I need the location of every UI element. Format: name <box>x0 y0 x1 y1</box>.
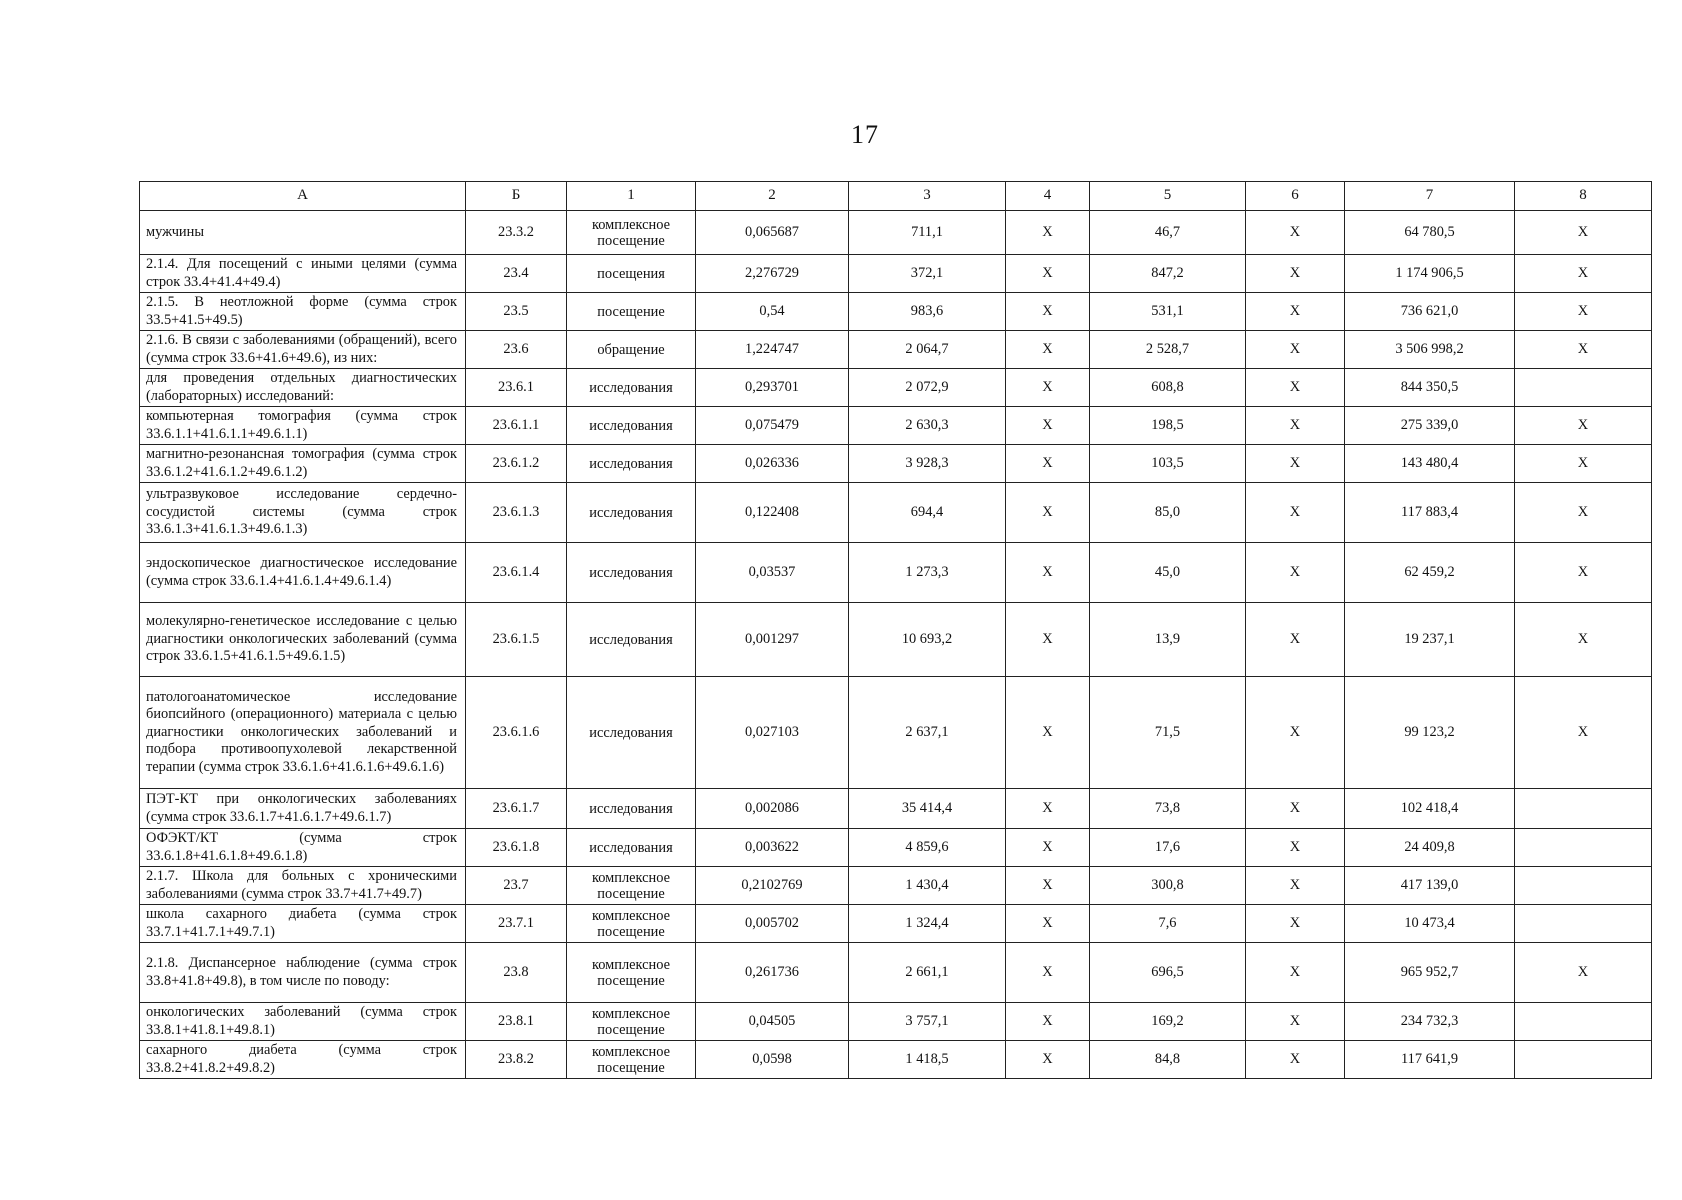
row-description: магнитно-резонансная томография (сумма строк 33.6.1.2+41.6.1.2+49.6.1.2) <box>140 445 466 483</box>
norm-volume: 0,2102769 <box>696 867 849 905</box>
column-8-value: Х <box>1515 407 1652 445</box>
column-header-8: 8 <box>1515 182 1652 211</box>
unit-of-measure: обращение <box>567 331 696 369</box>
row-code: 23.6.1.3 <box>466 483 567 543</box>
cost-per-unit: 1 324,4 <box>849 905 1006 943</box>
column-header-7: 7 <box>1345 182 1515 211</box>
column-8-value: Х <box>1515 943 1652 1003</box>
row-code: 23.6.1.1 <box>466 407 567 445</box>
column-4-value: Х <box>1006 603 1090 677</box>
total-cost: 965 952,7 <box>1345 943 1515 1003</box>
row-code: 23.8 <box>466 943 567 1003</box>
column-4-value: Х <box>1006 483 1090 543</box>
column-4-value: Х <box>1006 789 1090 829</box>
norm-volume: 0,003622 <box>696 829 849 867</box>
row-code: 23.6.1 <box>466 369 567 407</box>
column-header-6: 6 <box>1246 182 1345 211</box>
column-8-value <box>1515 1003 1652 1041</box>
unit-of-measure: исследования <box>567 543 696 603</box>
total-cost: 10 473,4 <box>1345 905 1515 943</box>
row-description: 2.1.5. В неотложной форме (сумма строк 33.5+41.5+49.5) <box>140 293 466 331</box>
row-description: ПЭТ-КТ при онкологических заболеваниях (сумма строк 33.6.1.7+41.6.1.7+49.6.1.7) <box>140 789 466 829</box>
unit-of-measure: исследования <box>567 407 696 445</box>
total-cost: 99 123,2 <box>1345 677 1515 789</box>
column-6-value: Х <box>1246 331 1345 369</box>
column-6-value: Х <box>1246 293 1345 331</box>
table-row <box>140 255 1652 293</box>
cost-per-unit: 1 273,3 <box>849 543 1006 603</box>
table-row <box>140 445 1652 483</box>
norm-volume: 0,03537 <box>696 543 849 603</box>
row-description: молекулярно-генетическое исследование с целью диагностики онкологических заболеваний (сумма строк 33.6.1.5+41.6.1.5+49.6.1.5) <box>140 603 466 677</box>
total-cost: 417 139,0 <box>1345 867 1515 905</box>
column-6-value: Х <box>1246 1041 1345 1079</box>
per-capita-norm: 608,8 <box>1090 369 1246 407</box>
total-cost: 143 480,4 <box>1345 445 1515 483</box>
row-description: патологоанатомическое исследование биопсийного (операционного) материала с целью диагностики онкологических заболеваний и подбора противоопухолевой лекарственной терапии (сумма строк 33.6.1.6+41.6.1.6+49.6.1.6) <box>140 677 466 789</box>
cost-per-unit: 2 072,9 <box>849 369 1006 407</box>
column-4-value: Х <box>1006 255 1090 293</box>
column-8-value <box>1515 789 1652 829</box>
unit-of-measure: исследования <box>567 677 696 789</box>
column-6-value: Х <box>1246 1003 1345 1041</box>
column-8-value <box>1515 369 1652 407</box>
row-code: 23.7.1 <box>466 905 567 943</box>
table-row <box>140 677 1652 789</box>
row-code: 23.6.1.4 <box>466 543 567 603</box>
table-row <box>140 293 1652 331</box>
row-code: 23.8.1 <box>466 1003 567 1041</box>
table-row <box>140 483 1652 543</box>
norm-volume: 0,005702 <box>696 905 849 943</box>
table-row <box>140 943 1652 1003</box>
table-body <box>140 211 1652 1079</box>
cost-per-unit: 372,1 <box>849 255 1006 293</box>
cost-per-unit: 35 414,4 <box>849 789 1006 829</box>
cost-per-unit: 4 859,6 <box>849 829 1006 867</box>
per-capita-norm: 17,6 <box>1090 829 1246 867</box>
cost-per-unit: 3 928,3 <box>849 445 1006 483</box>
row-code: 23.6.1.7 <box>466 789 567 829</box>
column-header-1: 1 <box>567 182 696 211</box>
column-4-value: Х <box>1006 445 1090 483</box>
total-cost: 24 409,8 <box>1345 829 1515 867</box>
column-8-value: Х <box>1515 211 1652 255</box>
per-capita-norm: 2 528,7 <box>1090 331 1246 369</box>
column-6-value: Х <box>1246 543 1345 603</box>
column-8-value <box>1515 905 1652 943</box>
per-capita-norm: 103,5 <box>1090 445 1246 483</box>
per-capita-norm: 531,1 <box>1090 293 1246 331</box>
column-6-value: Х <box>1246 905 1345 943</box>
row-code: 23.5 <box>466 293 567 331</box>
row-code: 23.3.2 <box>466 211 567 255</box>
cost-per-unit: 711,1 <box>849 211 1006 255</box>
table-row <box>140 1003 1652 1041</box>
row-description: сахарного диабета (сумма строк 33.8.2+41.8.2+49.8.2) <box>140 1041 466 1079</box>
row-code: 23.4 <box>466 255 567 293</box>
unit-of-measure: комплексное посещение <box>567 943 696 1003</box>
column-4-value: Х <box>1006 1003 1090 1041</box>
unit-of-measure: исследования <box>567 789 696 829</box>
norm-volume: 0,001297 <box>696 603 849 677</box>
per-capita-norm: 85,0 <box>1090 483 1246 543</box>
table-row <box>140 905 1652 943</box>
per-capita-norm: 169,2 <box>1090 1003 1246 1041</box>
cost-per-unit: 3 757,1 <box>849 1003 1006 1041</box>
cost-per-unit: 694,4 <box>849 483 1006 543</box>
cost-per-unit: 2 630,3 <box>849 407 1006 445</box>
per-capita-norm: 7,6 <box>1090 905 1246 943</box>
table-row <box>140 407 1652 445</box>
total-cost: 1 174 906,5 <box>1345 255 1515 293</box>
column-8-value: Х <box>1515 677 1652 789</box>
column-4-value: Х <box>1006 407 1090 445</box>
row-description: онкологических заболеваний (сумма строк 33.8.1+41.8.1+49.8.1) <box>140 1003 466 1041</box>
table-row <box>140 543 1652 603</box>
per-capita-norm: 84,8 <box>1090 1041 1246 1079</box>
norm-volume: 0,54 <box>696 293 849 331</box>
unit-of-measure: комплексное посещение <box>567 867 696 905</box>
unit-of-measure: комплексное посещение <box>567 1003 696 1041</box>
unit-of-measure: исследования <box>567 829 696 867</box>
column-8-value: Х <box>1515 255 1652 293</box>
column-6-value: Х <box>1246 789 1345 829</box>
row-code: 23.7 <box>466 867 567 905</box>
column-4-value: Х <box>1006 331 1090 369</box>
table-row <box>140 1041 1652 1079</box>
norm-volume: 0,026336 <box>696 445 849 483</box>
row-description: школа сахарного диабета (сумма строк 33.7.1+41.7.1+49.7.1) <box>140 905 466 943</box>
total-cost: 117 883,4 <box>1345 483 1515 543</box>
norm-volume: 0,04505 <box>696 1003 849 1041</box>
column-4-value: Х <box>1006 943 1090 1003</box>
column-8-value: Х <box>1515 603 1652 677</box>
row-code: 23.6.1.5 <box>466 603 567 677</box>
unit-of-measure: комплексное посещение <box>567 1041 696 1079</box>
per-capita-norm: 847,2 <box>1090 255 1246 293</box>
column-header-4: 4 <box>1006 182 1090 211</box>
table-row <box>140 369 1652 407</box>
row-description: эндоскопическое диагностическое исследование (сумма строк 33.6.1.4+41.6.1.4+49.6.1.4) <box>140 543 466 603</box>
norm-volume: 0,261736 <box>696 943 849 1003</box>
cost-per-unit: 983,6 <box>849 293 1006 331</box>
norm-volume: 0,122408 <box>696 483 849 543</box>
cost-per-unit: 2 661,1 <box>849 943 1006 1003</box>
per-capita-norm: 13,9 <box>1090 603 1246 677</box>
row-description: 2.1.6. В связи с заболеваниями (обращений), всего (сумма строк 33.6+41.6+49.6), из них: <box>140 331 466 369</box>
table-row <box>140 829 1652 867</box>
column-header-b: Б <box>466 182 567 211</box>
norm-volume: 0,027103 <box>696 677 849 789</box>
per-capita-norm: 300,8 <box>1090 867 1246 905</box>
column-4-value: Х <box>1006 543 1090 603</box>
per-capita-norm: 46,7 <box>1090 211 1246 255</box>
column-4-value: Х <box>1006 369 1090 407</box>
row-description: 2.1.4. Для посещений с иными целями (сумма строк 33.4+41.4+49.4) <box>140 255 466 293</box>
column-header-a: А <box>140 182 466 211</box>
row-code: 23.6 <box>466 331 567 369</box>
column-6-value: Х <box>1246 677 1345 789</box>
table-header-row <box>140 182 1652 211</box>
norm-volume: 1,224747 <box>696 331 849 369</box>
row-description: ультразвуковое исследование сердечно-сосудистой системы (сумма строк 33.6.1.3+41.6.1.3+49.6.1.3) <box>140 483 466 543</box>
column-8-value: Х <box>1515 445 1652 483</box>
column-4-value: Х <box>1006 829 1090 867</box>
unit-of-measure: посещения <box>567 255 696 293</box>
unit-of-measure: посещение <box>567 293 696 331</box>
column-header-2: 2 <box>696 182 849 211</box>
column-4-value: Х <box>1006 677 1090 789</box>
table-row <box>140 603 1652 677</box>
column-header-5: 5 <box>1090 182 1246 211</box>
column-8-value <box>1515 1041 1652 1079</box>
column-8-value <box>1515 829 1652 867</box>
total-cost: 736 621,0 <box>1345 293 1515 331</box>
norm-volume: 0,075479 <box>696 407 849 445</box>
row-code: 23.6.1.2 <box>466 445 567 483</box>
unit-of-measure: исследования <box>567 483 696 543</box>
column-6-value: Х <box>1246 255 1345 293</box>
cost-per-unit: 2 064,7 <box>849 331 1006 369</box>
norm-volume: 0,002086 <box>696 789 849 829</box>
column-4-value: Х <box>1006 867 1090 905</box>
row-description: 2.1.8. Диспансерное наблюдение (сумма строк 33.8+41.8+49.8), в том числе по поводу: <box>140 943 466 1003</box>
cost-per-unit: 1 430,4 <box>849 867 1006 905</box>
unit-of-measure: исследования <box>567 445 696 483</box>
column-4-value: Х <box>1006 211 1090 255</box>
table-row <box>140 211 1652 255</box>
total-cost: 844 350,5 <box>1345 369 1515 407</box>
total-cost: 64 780,5 <box>1345 211 1515 255</box>
table-row <box>140 867 1652 905</box>
row-code: 23.6.1.8 <box>466 829 567 867</box>
total-cost: 102 418,4 <box>1345 789 1515 829</box>
column-6-value: Х <box>1246 369 1345 407</box>
page-number: 17 <box>851 120 879 149</box>
row-description: 2.1.7. Школа для больных с хроническими заболеваниями (сумма строк 33.7+41.7+49.7) <box>140 867 466 905</box>
table-row <box>140 331 1652 369</box>
per-capita-norm: 198,5 <box>1090 407 1246 445</box>
column-8-value: Х <box>1515 293 1652 331</box>
total-cost: 234 732,3 <box>1345 1003 1515 1041</box>
cost-per-unit: 2 637,1 <box>849 677 1006 789</box>
column-8-value: Х <box>1515 483 1652 543</box>
unit-of-measure: комплексное посещение <box>567 905 696 943</box>
total-cost: 275 339,0 <box>1345 407 1515 445</box>
column-8-value: Х <box>1515 543 1652 603</box>
per-capita-norm: 45,0 <box>1090 543 1246 603</box>
column-4-value: Х <box>1006 905 1090 943</box>
column-6-value: Х <box>1246 943 1345 1003</box>
row-code: 23.8.2 <box>466 1041 567 1079</box>
total-cost: 19 237,1 <box>1345 603 1515 677</box>
total-cost: 117 641,9 <box>1345 1041 1515 1079</box>
column-8-value <box>1515 867 1652 905</box>
total-cost: 3 506 998,2 <box>1345 331 1515 369</box>
column-6-value: Х <box>1246 407 1345 445</box>
row-description: ОФЭКТ/КТ (сумма строк 33.6.1.8+41.6.1.8+49.6.1.8) <box>140 829 466 867</box>
unit-of-measure: исследования <box>567 603 696 677</box>
norm-volume: 0,293701 <box>696 369 849 407</box>
column-4-value: Х <box>1006 1041 1090 1079</box>
row-code: 23.6.1.6 <box>466 677 567 789</box>
cost-per-unit: 1 418,5 <box>849 1041 1006 1079</box>
cost-per-unit: 10 693,2 <box>849 603 1006 677</box>
table-row <box>140 789 1652 829</box>
unit-of-measure: комплексное посещение <box>567 211 696 255</box>
per-capita-norm: 73,8 <box>1090 789 1246 829</box>
norm-volume: 2,276729 <box>696 255 849 293</box>
data-table <box>139 181 1652 1079</box>
column-6-value: Х <box>1246 867 1345 905</box>
norm-volume: 0,0598 <box>696 1041 849 1079</box>
per-capita-norm: 696,5 <box>1090 943 1246 1003</box>
column-4-value: Х <box>1006 293 1090 331</box>
column-6-value: Х <box>1246 483 1345 543</box>
column-8-value: Х <box>1515 331 1652 369</box>
column-6-value: Х <box>1246 445 1345 483</box>
total-cost: 62 459,2 <box>1345 543 1515 603</box>
row-description: для проведения отдельных диагностических (лабораторных) исследований: <box>140 369 466 407</box>
row-description: мужчины <box>140 211 466 255</box>
column-header-3: 3 <box>849 182 1006 211</box>
column-6-value: Х <box>1246 211 1345 255</box>
column-6-value: Х <box>1246 829 1345 867</box>
unit-of-measure: исследования <box>567 369 696 407</box>
norm-volume: 0,065687 <box>696 211 849 255</box>
column-6-value: Х <box>1246 603 1345 677</box>
per-capita-norm: 71,5 <box>1090 677 1246 789</box>
row-description: компьютерная томография (сумма строк 33.6.1.1+41.6.1.1+49.6.1.1) <box>140 407 466 445</box>
